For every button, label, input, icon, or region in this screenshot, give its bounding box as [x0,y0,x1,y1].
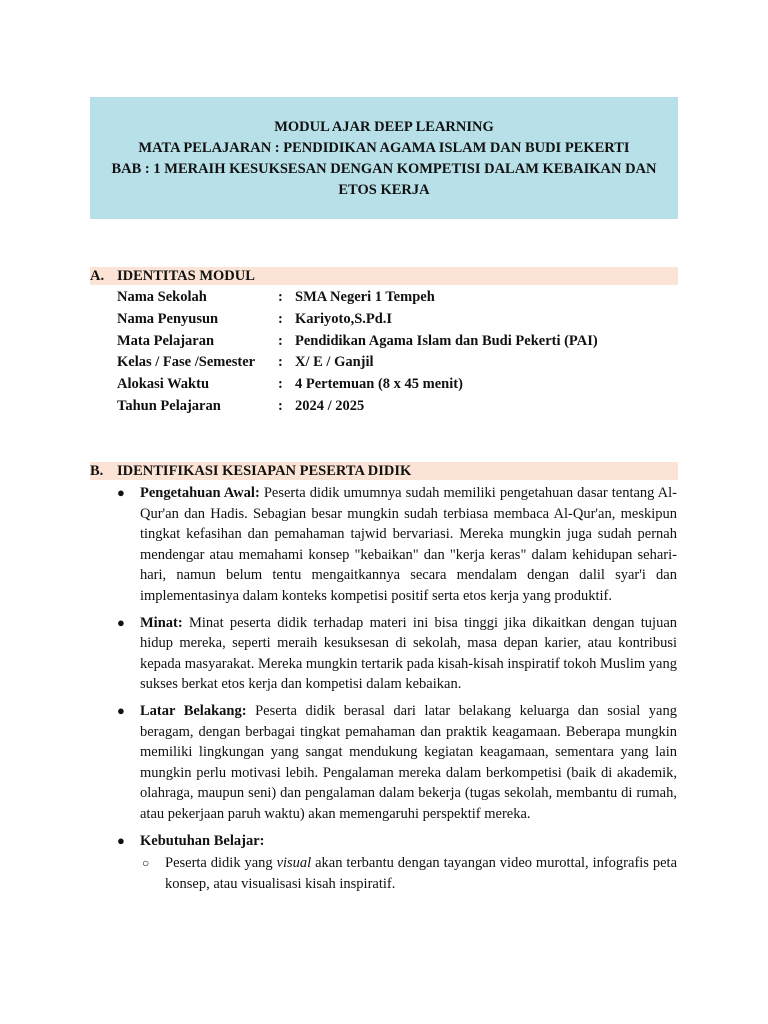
identity-value: Pendidikan Agama Islam dan Budi Pekerti (PAI) [295,332,598,349]
identity-label: Nama Penyusun [117,310,219,327]
item-term: Minat: [140,614,183,631]
item-text: Peserta didik berasal dari latar belakang keluarga dan sosial yang beragam, dengan berbagai tingkat pemahaman dan praktik keagamaan. Beberapa mungkin memiliki lingkungan yang sangat mendukung kegiatan keagamaan, sementara yang lain mungkin perlu motivasi lebih. Pengalaman mereka dalam berkompetisi (baik di akademik, olahraga, maupun seni) dan pengalaman dalam bekerja (tugas sekolah, membantu di rumah, atau pekerjaan paruh waktu) akan memengaruhi perspektif mereka. [140,702,677,822]
identity-colon: : [278,354,283,371]
section-a-heading [90,267,678,285]
section-a-title: IDENTITAS MODUL [117,268,255,284]
title-line-3: BAB : 1 MERAIH KESUKSESAN DENGAN KOMPETISI DALAM KEBAIKAN DAN ETOS KERJA [111,161,657,198]
identity-label: Alokasi Waktu [117,376,210,393]
identity-label: Mata Pelajaran [117,332,215,349]
identity-label: Tahun Pelajaran [117,397,221,414]
section-b-heading [90,462,678,480]
section-b-title: IDENTIFIKASI KESIAPAN PESERTA DIDIK [117,463,412,479]
identity-value: SMA Negeri 1 Tempeh [295,289,435,305]
identity-value: 4 Pertemuan (8 x 45 menit) [295,376,463,393]
identity-label: Kelas / Fase /Semester [117,354,256,371]
list-item-interest [117,613,677,695]
identity-colon: : [278,332,283,349]
circle-bullet-icon: ○ [142,856,150,871]
section-a-letter: A. [90,268,105,284]
item-text: Peserta didik umumnya sudah memiliki pengetahuan dasar tentang Al-Qur'an dan Hadis. Sebagian besar mungkin sudah terbiasa membaca Al-Qur'an, meskipun tingkat kefasihan dan pemahaman tajwid bervariasi. Mereka mungkin juga sudah pernah mendengar atau memahami konsep "kebaikan" dan "kerja keras" dalam kehidupan sehari-hari, namun belum tentu mengaitkannya secara mendalam dengan dalil syar'i dan implementasinya dalam konteks kompetisi positif serta etos kerja yang produktif. [140,485,677,604]
bullet-icon: ● [117,832,125,848]
title-line-2: MATA PELAJARAN : PENDIDIKAN AGAMA ISLAM DAN BUDI PEKERTI [138,140,630,156]
identity-value: 2024 / 2025 [295,397,365,414]
item-text: Minat peserta didik terhadap materi ini bisa tinggi jika dikaitkan dengan tujuan hidup mereka, seperti meraih kesuksesan di sekolah, masa depan karier, atau kontribusi kepada masyarakat. Mereka mungkin tertarik pada kisah-kisah inspiratif tokoh Muslim yang sukses berkat etos kerja dan kompetisi dalam kebaikan. [140,614,677,693]
item-term: Pengetahuan Awal: [140,485,260,501]
sub-item-text-before: Peserta didik yang [165,855,277,872]
title-line-1: MODUL AJAR DEEP LEARNING [274,119,494,135]
identity-value: Kariyoto,S.Pd.I [295,310,393,327]
list-item-prior-knowledge [117,483,677,607]
sub-item-text-after: akan terbantu dengan tayangan video murottal, infografis peta konsep, atau visualisasi kisah inspiratif. [165,855,677,892]
identity-colon: : [278,376,283,393]
bullet-icon: ● [117,485,125,500]
item-term: Latar Belakang: [140,702,247,719]
bullet-icon: ● [117,702,125,718]
list-item-learning-needs [117,831,677,895]
item-term: Kebutuhan Belajar: [140,832,265,849]
identity-label: Nama Sekolah [117,289,207,305]
bullet-icon: ● [117,614,125,630]
readiness-list [117,483,677,900]
identity-colon: : [278,310,283,327]
section-b-letter: B. [90,463,104,479]
list-item-background [117,701,677,825]
sub-list-item-visual [117,853,677,894]
module-title-box [90,97,678,219]
identity-colon: : [278,289,283,305]
sub-item-emphasis: visual [276,855,312,872]
identity-value: X/ E / Ganjil [295,354,374,371]
identity-colon: : [278,397,283,414]
